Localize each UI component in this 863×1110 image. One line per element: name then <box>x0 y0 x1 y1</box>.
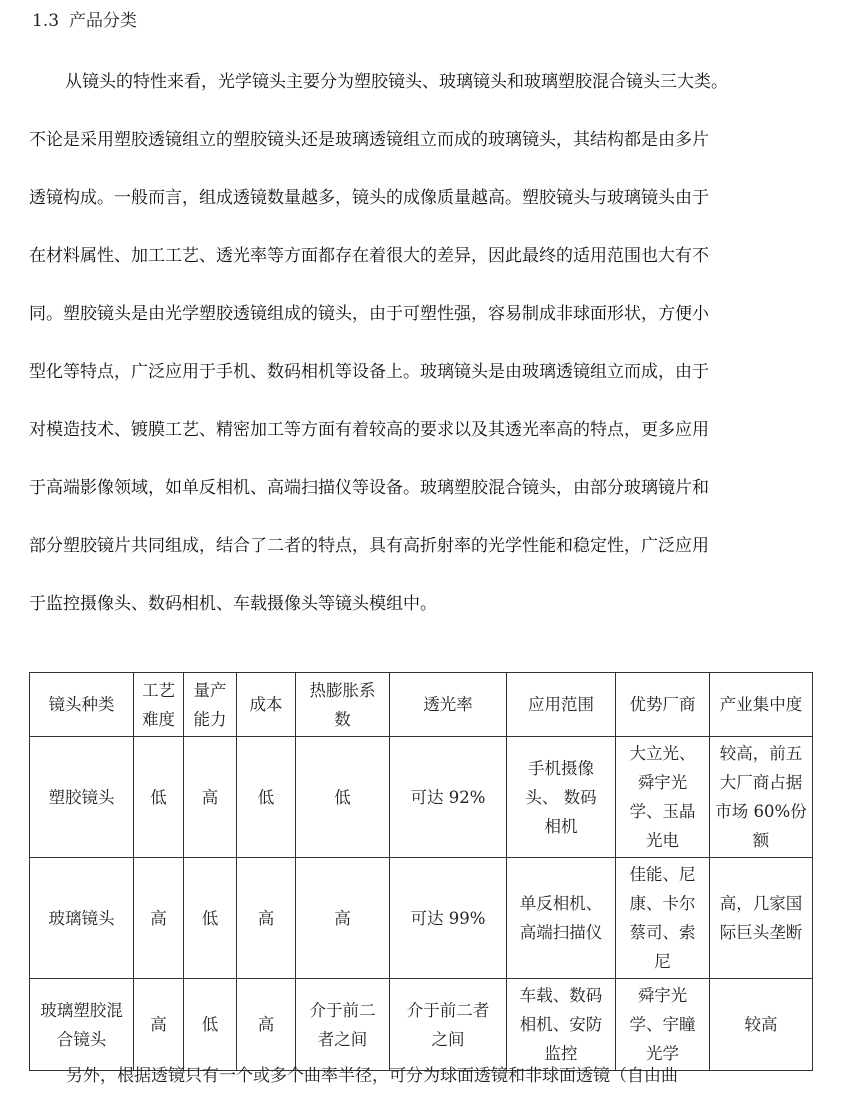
cell-text-line: 低 <box>334 787 351 807</box>
table-cell <box>507 858 616 979</box>
table-row <box>30 737 813 858</box>
cell-text-line: 介于前二 <box>309 1000 376 1020</box>
table-cell <box>710 979 813 1071</box>
table-cell <box>616 858 710 979</box>
table-cell <box>237 737 296 858</box>
table-cell <box>134 737 184 858</box>
cell-text-line: 能力 <box>193 709 227 729</box>
cell-text-line: 较高，前五 <box>719 744 803 763</box>
cell-text-line: 量产 <box>193 680 227 700</box>
table-cell <box>507 979 616 1071</box>
paragraph-line: 透镜构成。一般而言，组成透镜数量越多，镜头的成像质量越高。塑胶镜头与玻璃镜头由于 <box>29 188 709 208</box>
cell-text-line: 应用范围 <box>528 695 594 714</box>
cell-text-line: 大厂商占据 <box>719 773 803 792</box>
cell-text-line: 学、宇瞳 <box>629 1015 696 1034</box>
table-header-cell <box>507 673 616 737</box>
paragraph-line: 从镜头的特性来看，光学镜头主要分为塑胶镜头、玻璃镜头和玻璃塑胶混合镜头三大类。 <box>65 72 728 92</box>
paragraph-line: 不论是采用塑胶透镜组立的塑胶镜头还是玻璃透镜组立而成的玻璃镜头，其结构都是由多片 <box>29 130 709 150</box>
cell-text-line: 舜宇光 <box>637 986 688 1005</box>
section-number: 1.3 <box>32 11 60 31</box>
cell-text-line: 低 <box>257 787 275 807</box>
cell-text-line: 低 <box>150 787 167 807</box>
cell-text-line: 佳能、尼 <box>629 865 696 884</box>
table-header-cell <box>296 673 390 737</box>
table-cell <box>710 858 813 979</box>
table-cell <box>30 858 134 979</box>
cell-text-line: 透光率 <box>423 695 473 714</box>
cell-text-line: 大立光、 <box>629 744 696 763</box>
table-cell <box>390 737 507 858</box>
cell-text-line: 光学 <box>646 1044 679 1063</box>
table-header-row <box>30 673 813 737</box>
paragraph-line: 部分塑胶镜片共同组成，结合了二者的特点，具有高折射率的光学性能和稳定性，广泛应用 <box>29 536 709 556</box>
table-cell <box>296 979 390 1071</box>
cell-text-line: 介于前二者 <box>406 1000 490 1020</box>
table-cell <box>184 979 237 1071</box>
table-cell <box>616 979 710 1071</box>
table-cell <box>30 737 134 858</box>
footer-text: 另外，根据透镜只有一个或多个曲率半径，可分为球面透镜和非球面透镜（自由曲 <box>66 1066 678 1086</box>
paragraph-line: 同。塑胶镜头是由光学塑胶透镜组成的镜头，由于可塑性强，容易制成非球面形状，方便小 <box>29 304 709 324</box>
paragraph-line: 于高端影像领域，如单反相机、高端扫描仪等设备。玻璃塑胶混合镜头，由部分玻璃镜片和 <box>29 478 709 498</box>
table-header-cell <box>30 673 134 737</box>
cell-text-line: 相机、安防 <box>519 1015 603 1034</box>
table-cell <box>296 737 390 858</box>
lens-comparison-table <box>29 672 813 1071</box>
table-cell <box>390 858 507 979</box>
table-header-cell <box>237 673 296 737</box>
cell-text-line: 康、卡尔 <box>629 894 696 913</box>
cell-text-line: 尼 <box>654 952 671 971</box>
cell-text-line: 工艺 <box>142 680 175 700</box>
cell-text-line: 玻璃塑胶混 <box>40 1000 123 1020</box>
cell-text-line: 镜头种类 <box>48 695 115 714</box>
cell-text-line: 低 <box>201 1015 219 1034</box>
cell-text-line: 产业集中度 <box>719 695 803 714</box>
table-cell <box>134 979 184 1071</box>
cell-text-line: 塑胶镜头 <box>48 787 115 807</box>
cell-text-line: 玻璃镜头 <box>48 908 115 928</box>
cell-text-line: 高 <box>334 908 351 928</box>
table-cell <box>134 858 184 979</box>
body-paragraph <box>29 53 834 633</box>
cell-text-line: 高 <box>150 1015 167 1034</box>
cell-text-line: 车载、数码 <box>519 986 603 1005</box>
table-header-cell <box>710 673 813 737</box>
cell-text-line: 热膨胀系 <box>309 680 376 700</box>
paragraph-line: 在材料属性、加工工艺、透光率等方面都存在着很大的差异，因此最终的适用范围也大有不 <box>29 246 709 266</box>
cell-text-line: 高 <box>201 787 219 807</box>
table-header-cell <box>134 673 184 737</box>
cell-text-line: 难度 <box>142 709 175 729</box>
cell-text-line: 者之间 <box>317 1029 368 1049</box>
cell-text-line: 额 <box>752 831 770 850</box>
cell-text-line: 学、玉晶 <box>629 802 696 821</box>
table-cell <box>237 979 296 1071</box>
paragraph-line: 对模造技术、镀膜工艺、精密加工等方面有着较高的要求以及其透光率高的特点，更多应用 <box>29 420 709 440</box>
table-cell <box>184 737 237 858</box>
table-row <box>30 858 813 979</box>
table-cell <box>390 979 507 1071</box>
cell-text-line: 舜宇光 <box>637 773 688 792</box>
cell-text-line: 高 <box>257 908 275 928</box>
cell-text-line: 可达 92% <box>410 787 486 807</box>
cell-text-line: 单反相机、 <box>519 894 603 913</box>
cell-text-line: 高，几家国 <box>719 894 803 913</box>
cell-text-line: 光电 <box>646 831 679 850</box>
table-cell <box>616 737 710 858</box>
table-cell <box>30 979 134 1071</box>
cell-text-line: 相机 <box>544 816 578 836</box>
cell-text-line: 之间 <box>431 1029 465 1049</box>
table-header-cell <box>616 673 710 737</box>
section-heading <box>32 8 137 34</box>
cell-text-line: 高 <box>257 1015 275 1034</box>
cell-text-line: 低 <box>201 908 219 928</box>
cell-text-line: 较高 <box>744 1015 778 1034</box>
cell-text-line: 优势厂商 <box>629 695 696 714</box>
table-row <box>30 979 813 1071</box>
cell-text-line: 数 <box>334 709 351 729</box>
cell-text-line: 际巨头垄断 <box>719 923 803 942</box>
table-header-cell <box>184 673 237 737</box>
cell-text-line: 可达 99% <box>410 908 486 928</box>
table-cell <box>237 858 296 979</box>
cell-text-line: 高端扫描仪 <box>519 923 603 942</box>
table-cell <box>184 858 237 979</box>
cell-text-line: 手机摄像 <box>528 758 594 778</box>
cell-text-line: 蔡司、索 <box>629 923 696 942</box>
cell-text-line: 市场 60%份 <box>715 802 807 821</box>
cell-text-line: 合镜头 <box>56 1029 107 1049</box>
table-cell <box>507 737 616 858</box>
cell-text-line: 监控 <box>544 1044 578 1063</box>
table-cell <box>296 858 390 979</box>
cell-text-line: 高 <box>150 908 167 928</box>
table-header-cell <box>390 673 507 737</box>
paragraph-line: 于监控摄像头、数码相机、车载摄像头等镜头模组中。 <box>29 594 437 614</box>
cell-text-line: 头、 数码 <box>525 787 597 807</box>
cell-text-line: 成本 <box>249 695 283 714</box>
paragraph-line: 型化等特点，广泛应用于手机、数码相机等设备上。玻璃镜头是由玻璃透镜组立而成，由于 <box>29 362 709 382</box>
table-cell <box>710 737 813 858</box>
section-title: 产品分类 <box>69 11 138 31</box>
